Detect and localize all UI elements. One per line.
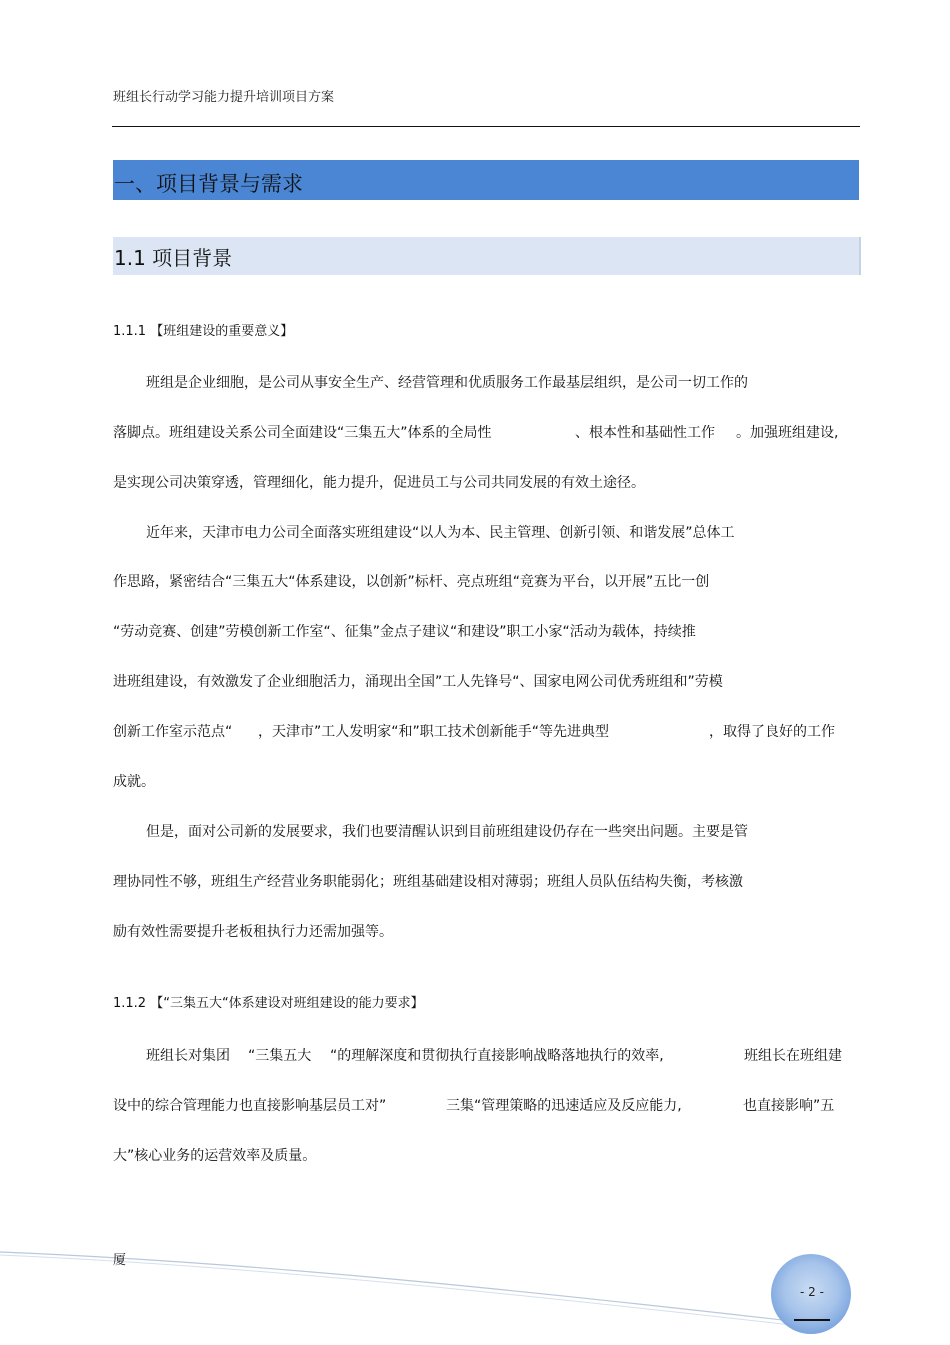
paragraph-line: 设中的综合管理能力也直接影响基层员工对” [113,1098,387,1114]
page-number-underline [794,1319,830,1321]
header-rule [112,126,860,127]
footer-mark: 厦 [113,1253,127,1268]
paragraph-line: 也直接影响”五 [743,1098,835,1114]
paragraph-line: “劳动竞赛、创建”劳模创新工作室“、征集”金点子建议“和建设”职工小家“活动为载体，持续推 [113,624,696,640]
section-heading: 1.1 项目背景 [114,246,233,270]
paragraph-line: ，取得了良好的工作 [709,724,835,740]
paragraph-line: 理协同性不够，班组生产经营业务职能弱化；班组基础建设相对薄弱；班组人员队伍结构失衡，考核激 [113,874,743,890]
paragraph-line: 但是，面对公司新的发展要求，我们也要清醒认识到目前班组建设仍存在一些突出问题。主要是管 [146,824,748,840]
chapter-heading: 一、项目背景与需求 [114,172,303,196]
paragraph-line: 励有效性需要提升老板租执行力还需加强等。 [113,924,393,940]
paragraph-line: 成就。 [113,774,155,790]
page-header-title: 班组长行动学习能力提升培训项目方案 [113,90,335,105]
subsection-heading-2: 1.1.2 【“三集五大“体系建设对班组建设的能力要求】 [113,996,424,1011]
paragraph-line: 大”核心业务的运营效率及质量。 [113,1148,317,1164]
paragraph-line: 三集“管理策略的迅速适应及反应能力, [446,1098,682,1114]
paragraph-line: “三集五大 [248,1048,312,1064]
paragraph-line: 班组长对集团 [146,1048,230,1064]
paragraph-line: 。加强班组建设, [736,425,839,441]
subsection-heading-1: 1.1.1 【班组建设的重要意义】 [113,324,294,339]
paragraph-line: 班组长在班组建 [744,1048,842,1064]
paragraph-line: 、根本性和基础性工作 [575,425,715,441]
paragraph-line: 近年来，天津市电力公司全面落实班组建设“以人为本、民主管理、创新引领、和谐发展”总体工 [146,525,735,541]
paragraph-line: 作思路，紧密结合“三集五大“体系建设，以创新”标杆、亮点班组“竞赛为平台，以开展”五比一创 [113,574,710,590]
paragraph-line: 落脚点。班组建设关系公司全面建设“三集五大”体系的全局性 [113,425,492,441]
paragraph-line: “的理解深度和贯彻执行直接影响战略落地执行的效率, [330,1048,664,1064]
paragraph-line: 是实现公司决策穿透，管理细化，能力提升，促进员工与公司共同发展的有效土途径。 [113,475,645,491]
paragraph-line: ，天津市”工人发明家“和”职工技术创新能手“等先进典型 [258,724,610,740]
paragraph-line: 创新工作室示范点“ [113,724,233,740]
paragraph-line: 进班组建设，有效激发了企业细胞活力，涌现出全国”工人先锋号“、国家电网公司优秀班组和”劳模 [113,674,723,690]
page-number: - 2 - [800,1285,824,1299]
paragraph-line: 班组是企业细胞，是公司从事安全生产、经营管理和优质服务工作最基层组织，是公司一切工作的 [146,375,748,391]
